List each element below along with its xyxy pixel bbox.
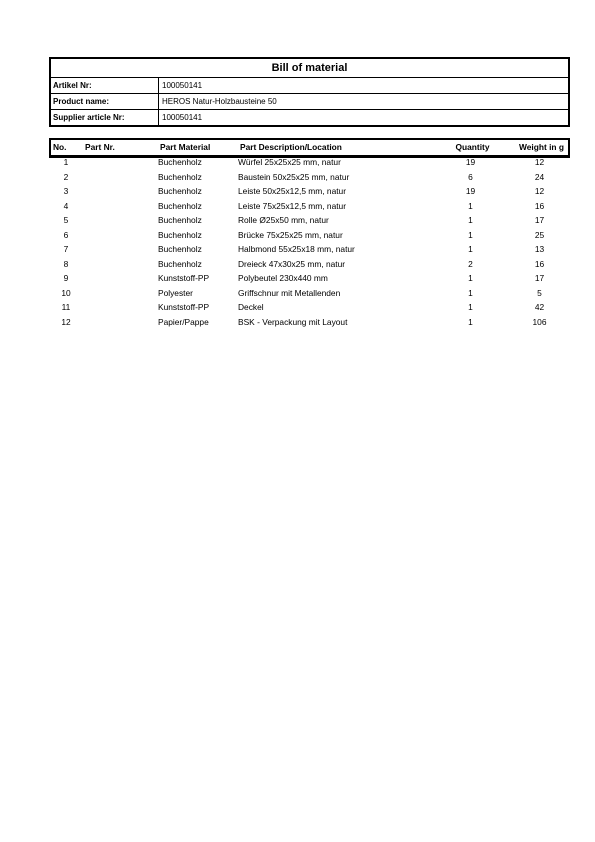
cell-quantity: 1	[468, 287, 473, 298]
cell-description: Leiste 50x25x12,5 mm, natur	[238, 186, 347, 196]
table-row	[49, 155, 570, 170]
cell-weight: 25	[534, 229, 545, 240]
table-row	[49, 228, 570, 243]
column-header-no: No.	[53, 142, 67, 152]
cell-weight: 106	[532, 316, 547, 327]
cell-part-nr	[83, 271, 158, 286]
cell-no: 3	[63, 186, 69, 196]
info-row-article	[51, 78, 568, 93]
cell-description: BSK - Verpackung mit Layout	[238, 316, 348, 327]
cell-no: 5	[63, 215, 69, 225]
cell-quantity: 1	[468, 215, 473, 225]
cell-description: Würfel 25x25x25 mm, natur	[238, 157, 341, 167]
cell-material: Buchenholz	[158, 171, 202, 182]
cell-material: Kunststoff-PP	[158, 273, 210, 283]
table-row	[49, 242, 570, 257]
cell-no: 12	[61, 316, 71, 327]
cell-description: Polybeutel 230x440 mm	[238, 273, 328, 283]
cell-weight: 17	[534, 273, 545, 283]
cell-quantity: 2	[468, 258, 473, 269]
cell-weight: 24	[534, 171, 545, 182]
cell-quantity: 1	[468, 229, 473, 240]
table-row	[49, 199, 570, 214]
cell-part-nr	[83, 315, 158, 330]
info-label: Product name:	[51, 94, 159, 109]
cell-no: 9	[63, 273, 69, 283]
cell-weight: 5	[537, 287, 542, 298]
cell-material: Buchenholz	[158, 229, 202, 240]
cell-description: Deckel	[238, 302, 264, 312]
cell-no: 2	[63, 171, 69, 182]
table-row	[49, 257, 570, 272]
column-header-quantity: Quantity	[455, 142, 490, 152]
cell-quantity: 19	[465, 186, 476, 196]
bom-header	[49, 57, 570, 127]
cell-part-nr	[83, 228, 158, 243]
cell-description: Baustein 50x25x25 mm, natur	[238, 171, 350, 182]
cell-weight: 16	[534, 258, 545, 269]
cell-description: Dreieck 47x30x25 mm, natur	[238, 258, 346, 269]
cell-weight: 12	[534, 157, 545, 167]
table-row	[49, 213, 570, 228]
cell-part-nr	[83, 155, 158, 170]
cell-part-nr	[83, 199, 158, 214]
cell-part-nr	[83, 213, 158, 228]
cell-no: 11	[61, 302, 71, 312]
column-header-description: Part Description/Location	[240, 142, 342, 152]
cell-material: Buchenholz	[158, 244, 202, 254]
parts-table-body	[49, 155, 570, 329]
cell-description: Rolle Ø25x50 mm, natur	[238, 215, 329, 225]
info-label: Artikel Nr:	[51, 78, 159, 93]
cell-no: 4	[63, 200, 69, 211]
cell-quantity: 1	[468, 302, 473, 312]
cell-part-nr	[83, 242, 158, 257]
table-header-row	[51, 140, 568, 156]
cell-weight: 42	[534, 302, 545, 312]
cell-material: Buchenholz	[158, 157, 202, 167]
cell-quantity: 1	[468, 244, 473, 254]
cell-weight: 17	[534, 215, 545, 225]
cell-no: 7	[63, 244, 69, 254]
cell-description: Leiste 75x25x12,5 mm, natur	[238, 200, 347, 211]
cell-part-nr	[83, 184, 158, 199]
cell-weight: 16	[534, 200, 545, 211]
cell-material: Polyester	[158, 287, 193, 298]
cell-no: 8	[63, 258, 69, 269]
table-row	[49, 300, 570, 315]
cell-quantity: 6	[468, 171, 473, 182]
info-row-supplier-article	[51, 109, 568, 125]
cell-part-nr	[83, 300, 158, 315]
info-value: 100050141	[162, 81, 203, 90]
cell-weight: 12	[534, 186, 545, 196]
cell-material: Buchenholz	[158, 186, 202, 196]
cell-material: Buchenholz	[158, 258, 202, 269]
table-row	[49, 170, 570, 185]
info-row-product-name	[51, 93, 568, 109]
cell-description: Griffschnur mit Metallenden	[238, 287, 341, 298]
table-row	[49, 286, 570, 301]
cell-part-nr	[83, 257, 158, 272]
cell-no: 6	[63, 229, 69, 240]
column-header-part-nr: Part Nr.	[85, 142, 115, 152]
cell-part-nr	[83, 170, 158, 185]
cell-material: Kunststoff-PP	[158, 302, 210, 312]
cell-quantity: 1	[468, 200, 473, 211]
info-value: HEROS Natur-Holzbausteine 50	[162, 97, 277, 106]
table-row	[49, 315, 570, 330]
table-row	[49, 184, 570, 199]
document-title: Bill of material	[51, 59, 568, 78]
info-label: Supplier article Nr:	[51, 110, 159, 125]
cell-weight: 13	[534, 244, 545, 254]
column-header-weight: Weight in g	[519, 142, 564, 152]
cell-quantity: 19	[465, 157, 476, 167]
column-header-material: Part Material	[160, 142, 211, 152]
cell-material: Papier/Pappe	[158, 316, 209, 327]
table-row	[49, 271, 570, 286]
cell-description: Halbmond 55x25x18 mm, natur	[238, 244, 355, 254]
cell-description: Brücke 75x25x25 mm, natur	[238, 229, 343, 240]
cell-quantity: 1	[468, 316, 473, 327]
cell-material: Buchenholz	[158, 200, 202, 211]
cell-part-nr	[83, 286, 158, 301]
cell-material: Buchenholz	[158, 215, 202, 225]
cell-no: 1	[63, 157, 69, 167]
cell-quantity: 1	[468, 273, 473, 283]
cell-no: 10	[61, 287, 71, 298]
info-value: 100050141	[162, 113, 203, 122]
